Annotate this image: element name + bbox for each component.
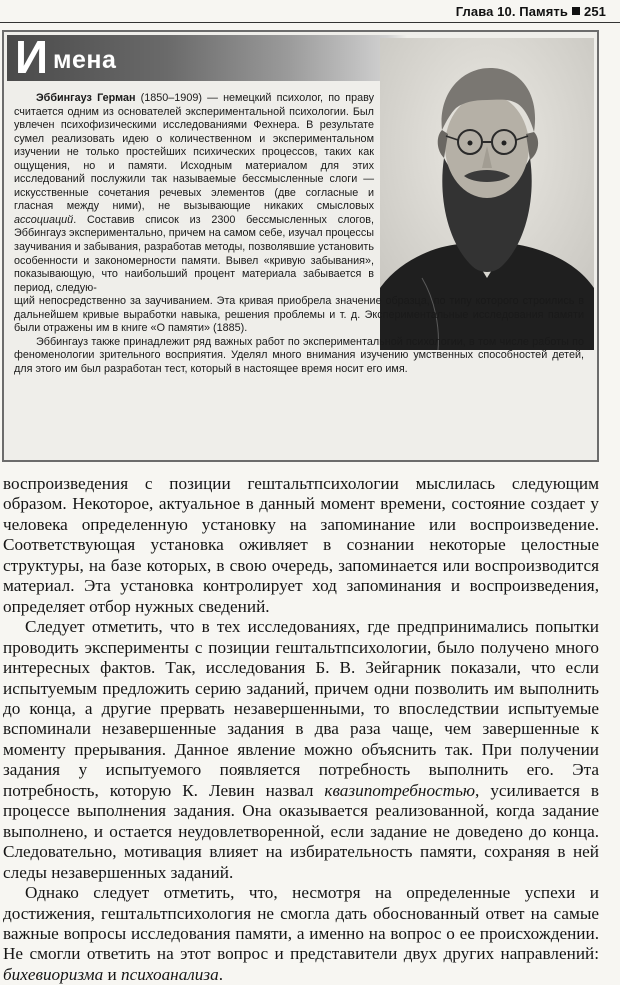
biography-sidebar bbox=[2, 30, 599, 462]
banner-title: мена bbox=[53, 46, 117, 74]
banner-initial: И bbox=[15, 31, 49, 83]
bio-paragraph-1 bbox=[14, 92, 374, 295]
chapter-title: Глава 10. Память bbox=[455, 4, 568, 19]
body-paragraph-2 bbox=[3, 617, 599, 883]
body-text-3-and: и bbox=[103, 964, 121, 984]
term-quasi-need: квазипотребностью bbox=[324, 780, 476, 800]
body-paragraph-3 bbox=[3, 883, 599, 985]
body-text-2a: Следует отметить, что в тех исследованиях, где предпринимались попытки проводить эксперименты с позиции гештальтпсихологии, было получено много интересных фактов. Так, исследования Б. В. Зейгарник показали, что если испытуемым предложить серию заданий, причем одни позволить им выполнить до конца, а другие прервать незавершенными, то впоследствии испытуемые вспоминали незавершенные задания в два раза чаще, чем завершенные к моменту прерывания. Данное явление можно объяснить так. При получении задания у испытуемого появляется потребность выполнить его. Эта потребность, которую К. Левин назвал bbox=[3, 617, 599, 800]
body-text-3-end: . bbox=[218, 964, 223, 984]
names-banner bbox=[7, 31, 407, 83]
body-text-3a: Однако следует отметить, что, несмотря на определенные успехи и достижения, гештальтпсихология не смогла дать обоснованный ответ на самые важные вопросы исследования памяти, а именно на вопрос о ее происхождении. Не смогли ответить на этот вопрос и представители двух других направлений: bbox=[3, 883, 599, 964]
separator-square-icon bbox=[572, 7, 580, 15]
bio-paragraph-1-continued: щий непосредственно за заучиванием. Эта кривая приобрела значение образца, по типу которого строились в дальнейшем кривые выработки навыка, решения проблемы и т. д. Экспериментальные исследования памяти были отражены им в книге «О памяти» (1885). bbox=[14, 295, 584, 335]
body-text-2b: , усиливается в процессе выполнения задания. Она оказывается реализованной, когда задание выполнено, и остается неудовлетворенной, если задание не доведено до конца. Следовательно, мотивация влияет на избирательность памяти, сохраняя в ней следы незавершенных заданий. bbox=[3, 780, 599, 882]
biography-text bbox=[14, 92, 586, 376]
bio-term-associations: ассоциаций bbox=[14, 213, 74, 226]
body-paragraph-1: воспроизведения с позиции гештальтпсихологии мыслилась следующим образом. Некоторое, актуальное в данный момент времени, состояние создает у человека определенную установку на запоминание или воспроизведение. Соответствующая установка оживляет в сознании некоторые целостные структуры, на базе которых, в свою очередь, запоминается или воспроизводится материал. Эта установка контролирует ход запоминания и воспроизведения, определяет отбор нужных сведений. bbox=[3, 474, 599, 616]
term-psychoanalysis: психоанализа bbox=[120, 964, 219, 984]
term-behaviorism: бихевиоризма bbox=[3, 964, 104, 984]
running-head bbox=[456, 4, 606, 19]
bio-paragraph-2: Эббингауз также принадлежит ряд важных работ по экспериментальной психологии, в том числе работы по феноменологии зрительного восприятия. Уделял много внимания изучению умственных способностей детей, для этого им был разработан тест, который в настоящее время носит его имя. bbox=[14, 335, 584, 375]
bio-text-1a: (1850–1909) — немецкий психолог, по праву считается одним из основателей экспериментальной психологии. Был увлечен психофизическими исследованиями Фехнера. В результате сумел реализовать идею о количественном и экспериментальном изучении не только простейших психических процессов, таких как ощущения, но и памяти. Исходным материалом для этих исследований послужили так называемые бессмысленные слоги — искусственные сочетания речевых элементов (две согласные и гласная между ними), не вызывающие никаких смысловых bbox=[14, 92, 374, 213]
person-name: Эббингауз Герман bbox=[36, 92, 136, 104]
bio-text-1b: . Составив список из 2300 бессмысленных слогов, Эббингауз экспериментально, причем на самом себе, изучал процессы заучивания и забывания, разработав методы, позволявшие установить особенности и закономерности памяти. Вывел «кривую забывания», показывающую, что наибольший процент материала забывается в период, следую- bbox=[14, 213, 374, 294]
header-rule bbox=[0, 22, 620, 23]
main-body-text bbox=[3, 474, 599, 985]
page-number: 251 bbox=[584, 4, 606, 19]
